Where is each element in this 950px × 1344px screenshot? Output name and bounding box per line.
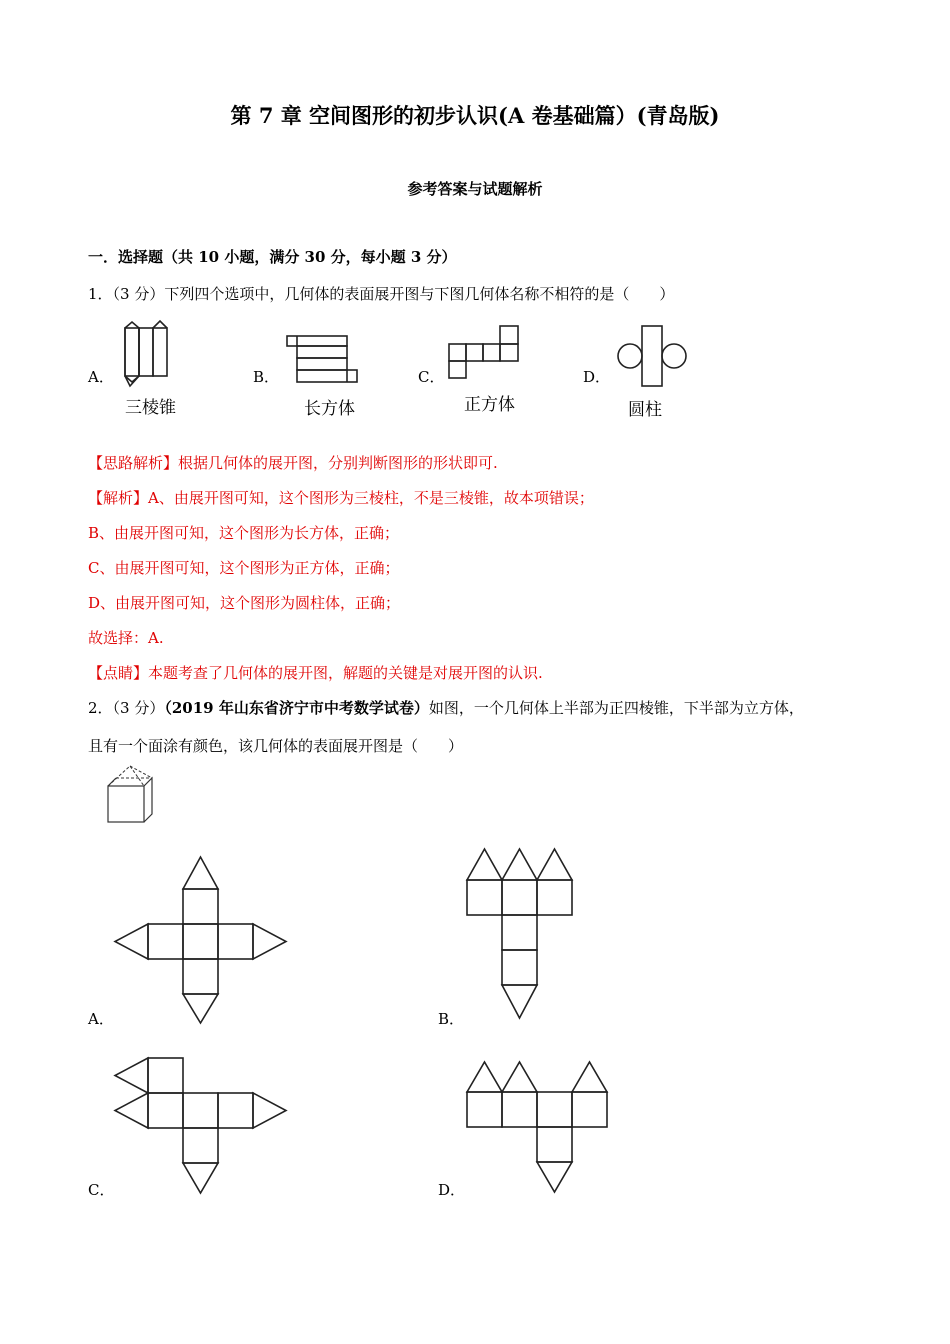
q2-option-c-net-figure — [112, 1056, 292, 1196]
q2-option-d-net-figure — [464, 1060, 624, 1200]
q2-option-d-letter: D． — [438, 1181, 466, 1199]
q1-option-b-letter: B． — [253, 368, 280, 386]
q1-option-a-letter: A． — [88, 368, 114, 386]
q1-option-c-net-figure — [446, 324, 526, 380]
q2-option-b-net-figure — [464, 846, 584, 1022]
q1-analysis-text: 根据几何体的展开图，分别判断图形的形状即可. — [178, 454, 498, 472]
q1-comment-tag: 【点睛】 — [88, 664, 149, 682]
q1-solution-tag: 【解析】 — [88, 489, 149, 507]
q1-answer: 故选择：A. — [88, 629, 164, 647]
question-2-stem-line2: 且有一个面涂有颜色，该几何体的表面展开图是（ ） — [88, 737, 464, 755]
question-2-stem — [88, 697, 804, 718]
q1-option-a-caption: 三棱锥 — [125, 398, 176, 418]
q1-analysis-tag: 【思路解析】 — [88, 454, 179, 472]
q1-analysis — [88, 452, 498, 473]
page-title: 第 7 章 空间图形的初步认识(A 卷基础篇）(青岛版) — [230, 103, 720, 128]
q1-option-c-letter: C． — [418, 368, 445, 386]
q1-solution-line-c: C、由展开图可知，这个图形为正方体，正确； — [88, 559, 400, 577]
q1-option-b-caption: 长方体 — [304, 399, 355, 419]
q1-comment — [88, 662, 543, 683]
q1-solution-line-a — [88, 487, 594, 508]
q1-solution-text-a: A、由展开图可知，这个图形为三棱柱，不是三棱锥，故本项错误； — [148, 489, 594, 507]
page-subtitle: 参考答案与试题解析 — [407, 180, 543, 198]
q1-option-d-caption: 圆柱 — [628, 400, 662, 420]
q2-prefix: 2．（3 分） — [88, 699, 165, 717]
q1-solution-line-d: D、由展开图可知，这个图形为圆柱体，正确； — [88, 594, 401, 612]
q2-option-c-letter: C． — [88, 1181, 115, 1199]
q1-solution-line-b: B、由展开图可知，这个图形为长方体，正确； — [88, 524, 400, 542]
q2-option-b-letter: B． — [438, 1010, 465, 1028]
q2-stem-rest: 如图，一个几何体上半部为正四棱锥，下半部为立方体， — [428, 699, 804, 717]
q2-option-a-net-figure — [112, 856, 292, 1026]
q1-option-c-caption: 正方体 — [464, 395, 515, 415]
q2-solid-figure — [104, 764, 160, 826]
question-1-stem: 1．（3 分）下列四个选项中，几何体的表面展开图与下图几何体名称不相符的是（ ） — [88, 285, 675, 303]
q2-source: （2019 年山东省济宁市中考数学试卷） — [164, 699, 429, 717]
q1-option-b-net-figure — [283, 334, 363, 386]
q1-option-d-letter: D． — [583, 368, 611, 386]
q2-option-a-letter: A． — [88, 1010, 114, 1028]
q1-comment-text: 本题考查了几何体的展开图，解题的关键是对展开图的认识. — [148, 664, 543, 682]
section-heading: 一．选择题（共 10 小题，满分 30 分，每小题 3 分） — [88, 248, 457, 266]
q1-option-d-net-figure — [614, 322, 694, 392]
q1-option-a-net-figure — [118, 320, 178, 390]
